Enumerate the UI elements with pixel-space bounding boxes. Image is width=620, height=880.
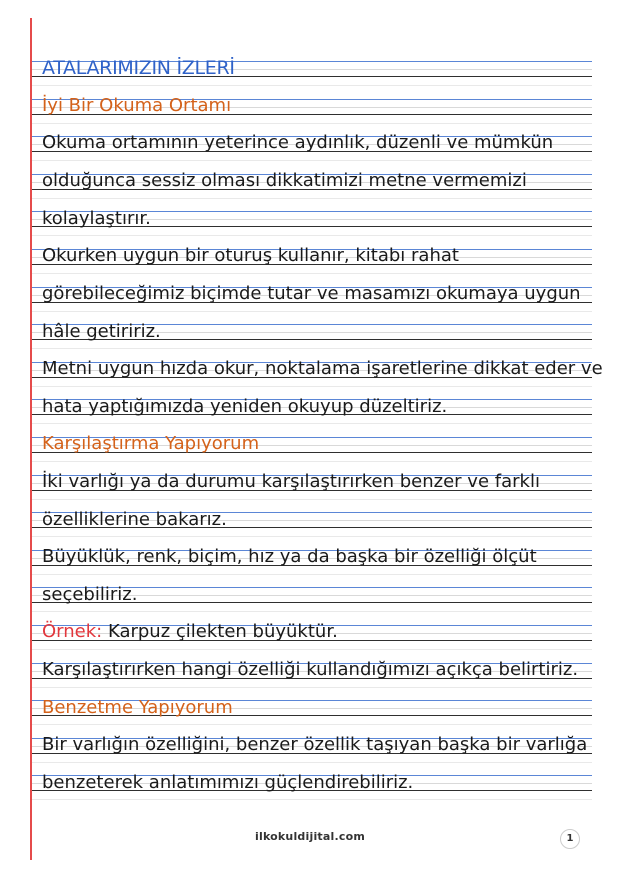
example-text: Karpuz çilekten büyüktür. (102, 621, 338, 642)
text-line: Büyüklük, renk, biçim, hız ya da başka bir özelliği ölçüt (42, 546, 537, 567)
example-label: Örnek: (42, 621, 103, 642)
rule-low (30, 423, 592, 424)
page-number-badge: 1 (560, 829, 580, 849)
rule-low (30, 160, 592, 161)
rule-low (30, 348, 592, 349)
rule-low (30, 762, 592, 763)
text-line: İki varlığı ya da durumu karşılaştırırken benzer ve farklı (42, 471, 540, 492)
red-margin-line (30, 18, 32, 860)
rule-low (30, 499, 592, 500)
rule-low (30, 799, 592, 800)
text-line: hata yaptığımızda yeniden okuyup düzeltiriz. (42, 396, 448, 417)
rule-low (30, 311, 592, 312)
rule-low (30, 198, 592, 199)
rule-low (30, 85, 592, 86)
rule-low (30, 123, 592, 124)
text-line: olduğunca sessiz olması dikkatimizi metne vermemizi (42, 170, 527, 191)
rule-low (30, 611, 592, 612)
example-line (42, 621, 338, 643)
text-line: Okuma ortamının yeterince aydınlık, düzenli ve mümkün (42, 132, 554, 153)
page-title: ATALARIMIZIN İZLERİ (42, 57, 235, 79)
rule-low (30, 461, 592, 462)
text-line: görebileceğimiz biçimde tutar ve masamızı okumaya uygun (42, 283, 581, 304)
rule-low (30, 574, 592, 575)
text-line: kolaylaştırır. (42, 208, 151, 229)
text-line: seçebiliriz. (42, 584, 138, 605)
text-line: Okurken uygun bir oturuş kullanır, kitabı rahat (42, 245, 459, 266)
text-line: Metni uygun hızda okur, noktalama işaretlerine dikkat eder ve (42, 358, 603, 379)
text-line: benzeterek anlatımımızı güçlendirebiliriz. (42, 772, 414, 793)
rule-low (30, 273, 592, 274)
rule-low (30, 235, 592, 236)
rule-low (30, 649, 592, 650)
text-line: özelliklerine bakarız. (42, 509, 227, 530)
text-line: hâle getiririz. (42, 321, 161, 342)
section-heading-comparison: Karşılaştırma Yapıyorum (42, 433, 260, 454)
text-line: Bir varlığın özelliğini, benzer özellik taşıyan başka bir varlığa (42, 734, 588, 755)
section-heading-simile: Benzetme Yapıyorum (42, 697, 233, 718)
rule-low (30, 536, 592, 537)
rule-low (30, 724, 592, 725)
text-line: Karşılaştırırken hangi özelliği kullandığımızı açıkça belirtiriz. (42, 659, 579, 680)
footer-site-name: ilkokuldijital.com (255, 830, 365, 843)
rule-low (30, 386, 592, 387)
section-heading-reading: İyi Bir Okuma Ortamı (42, 95, 232, 116)
rule-low (30, 687, 592, 688)
